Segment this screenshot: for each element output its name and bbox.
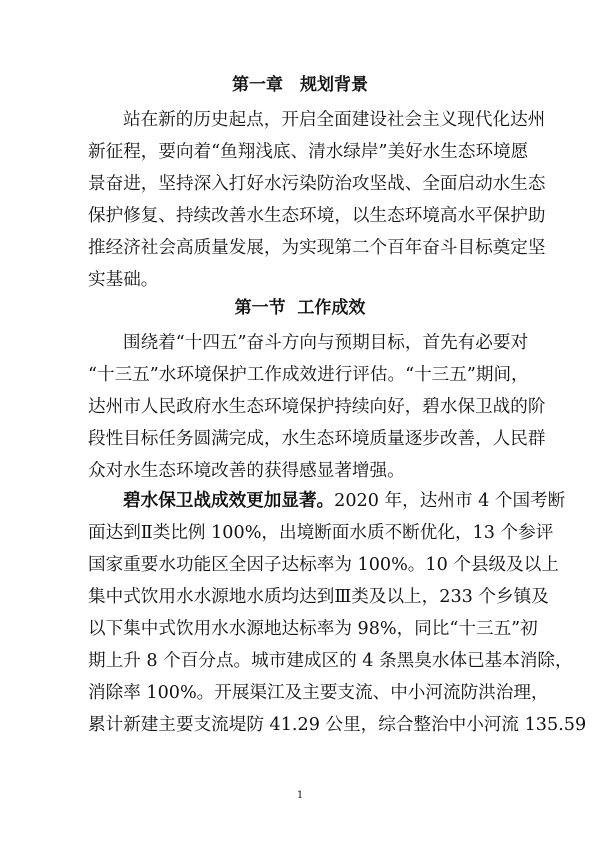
text-line: “十三五”水环境保护工作成效进行评估。“十三五”期间， [88,365,529,385]
bold-lead-heading: 碧水保卫战成效更加显著。 [123,491,335,511]
text-line: 围绕着“十四五”奋斗方向与预期目标，首先有必要对 [123,333,529,353]
text-line: 新征程，要向着“鱼翔浅底、清水绿岸”美好水生态环境愿 [88,142,529,162]
text-line: 景奋进，坚持深入打好水污染防治攻坚战、全面启动水生态 [88,174,546,194]
page-number: 1 [296,790,304,801]
text-line: 国家重要水功能区全因子达标率为 100%。10 个县级及以上 [88,555,559,575]
text-line: 面达到Ⅱ类比例 100%，出境断面水质不断优化，13 个参评 [88,523,554,543]
paragraph-clear-water-campaign [88,485,587,741]
paragraph-background [88,104,546,296]
section-title: 第一节 工作成效 [234,298,366,318]
text-line: 众对水生态环境改善的获得感显著增强。 [88,461,405,481]
text-line: 期上升 8 个百分点。城市建成区的 4 条黑臭水体已基本消除， [88,651,573,671]
paragraph-achievements-intro [88,327,546,487]
text-line: 段性目标任务圆满完成，水生态环境质量逐步改善，人民群 [88,429,546,449]
text-line: 推经济社会高质量发展，为实现第二个百年奋斗目标奠定坚 [88,238,546,258]
text-run: 2020 年，达州市 4 个国考断 [334,491,566,511]
text-line: 以下集中式饮用水水源地达标率为 98%，同比“十三五”初 [88,619,538,639]
chapter-title: 第一章 规划背景 [232,75,368,95]
text-line: 达州市人民政府水生态环境保护持续向好，碧水保卫战的阶 [88,397,546,417]
text-line: 站在新的历史起点，开启全面建设社会主义现代化达州 [123,110,546,130]
text-line: 集中式饮用水水源地水质均达到Ⅲ类及以上，233 个乡镇及 [88,587,549,607]
text-line [88,485,566,517]
text-line: 消除率 100%。开展渠江及主要支流、中小河流防洪治理， [88,683,549,703]
text-line: 保护修复、持续改善水生态环境，以生态环境高水平保护助 [88,206,546,226]
text-line: 实基础。 [88,270,159,290]
text-line: 累计新建主要支流堤防 41.29 公里，综合整治中小河流 135.59 [88,715,587,735]
